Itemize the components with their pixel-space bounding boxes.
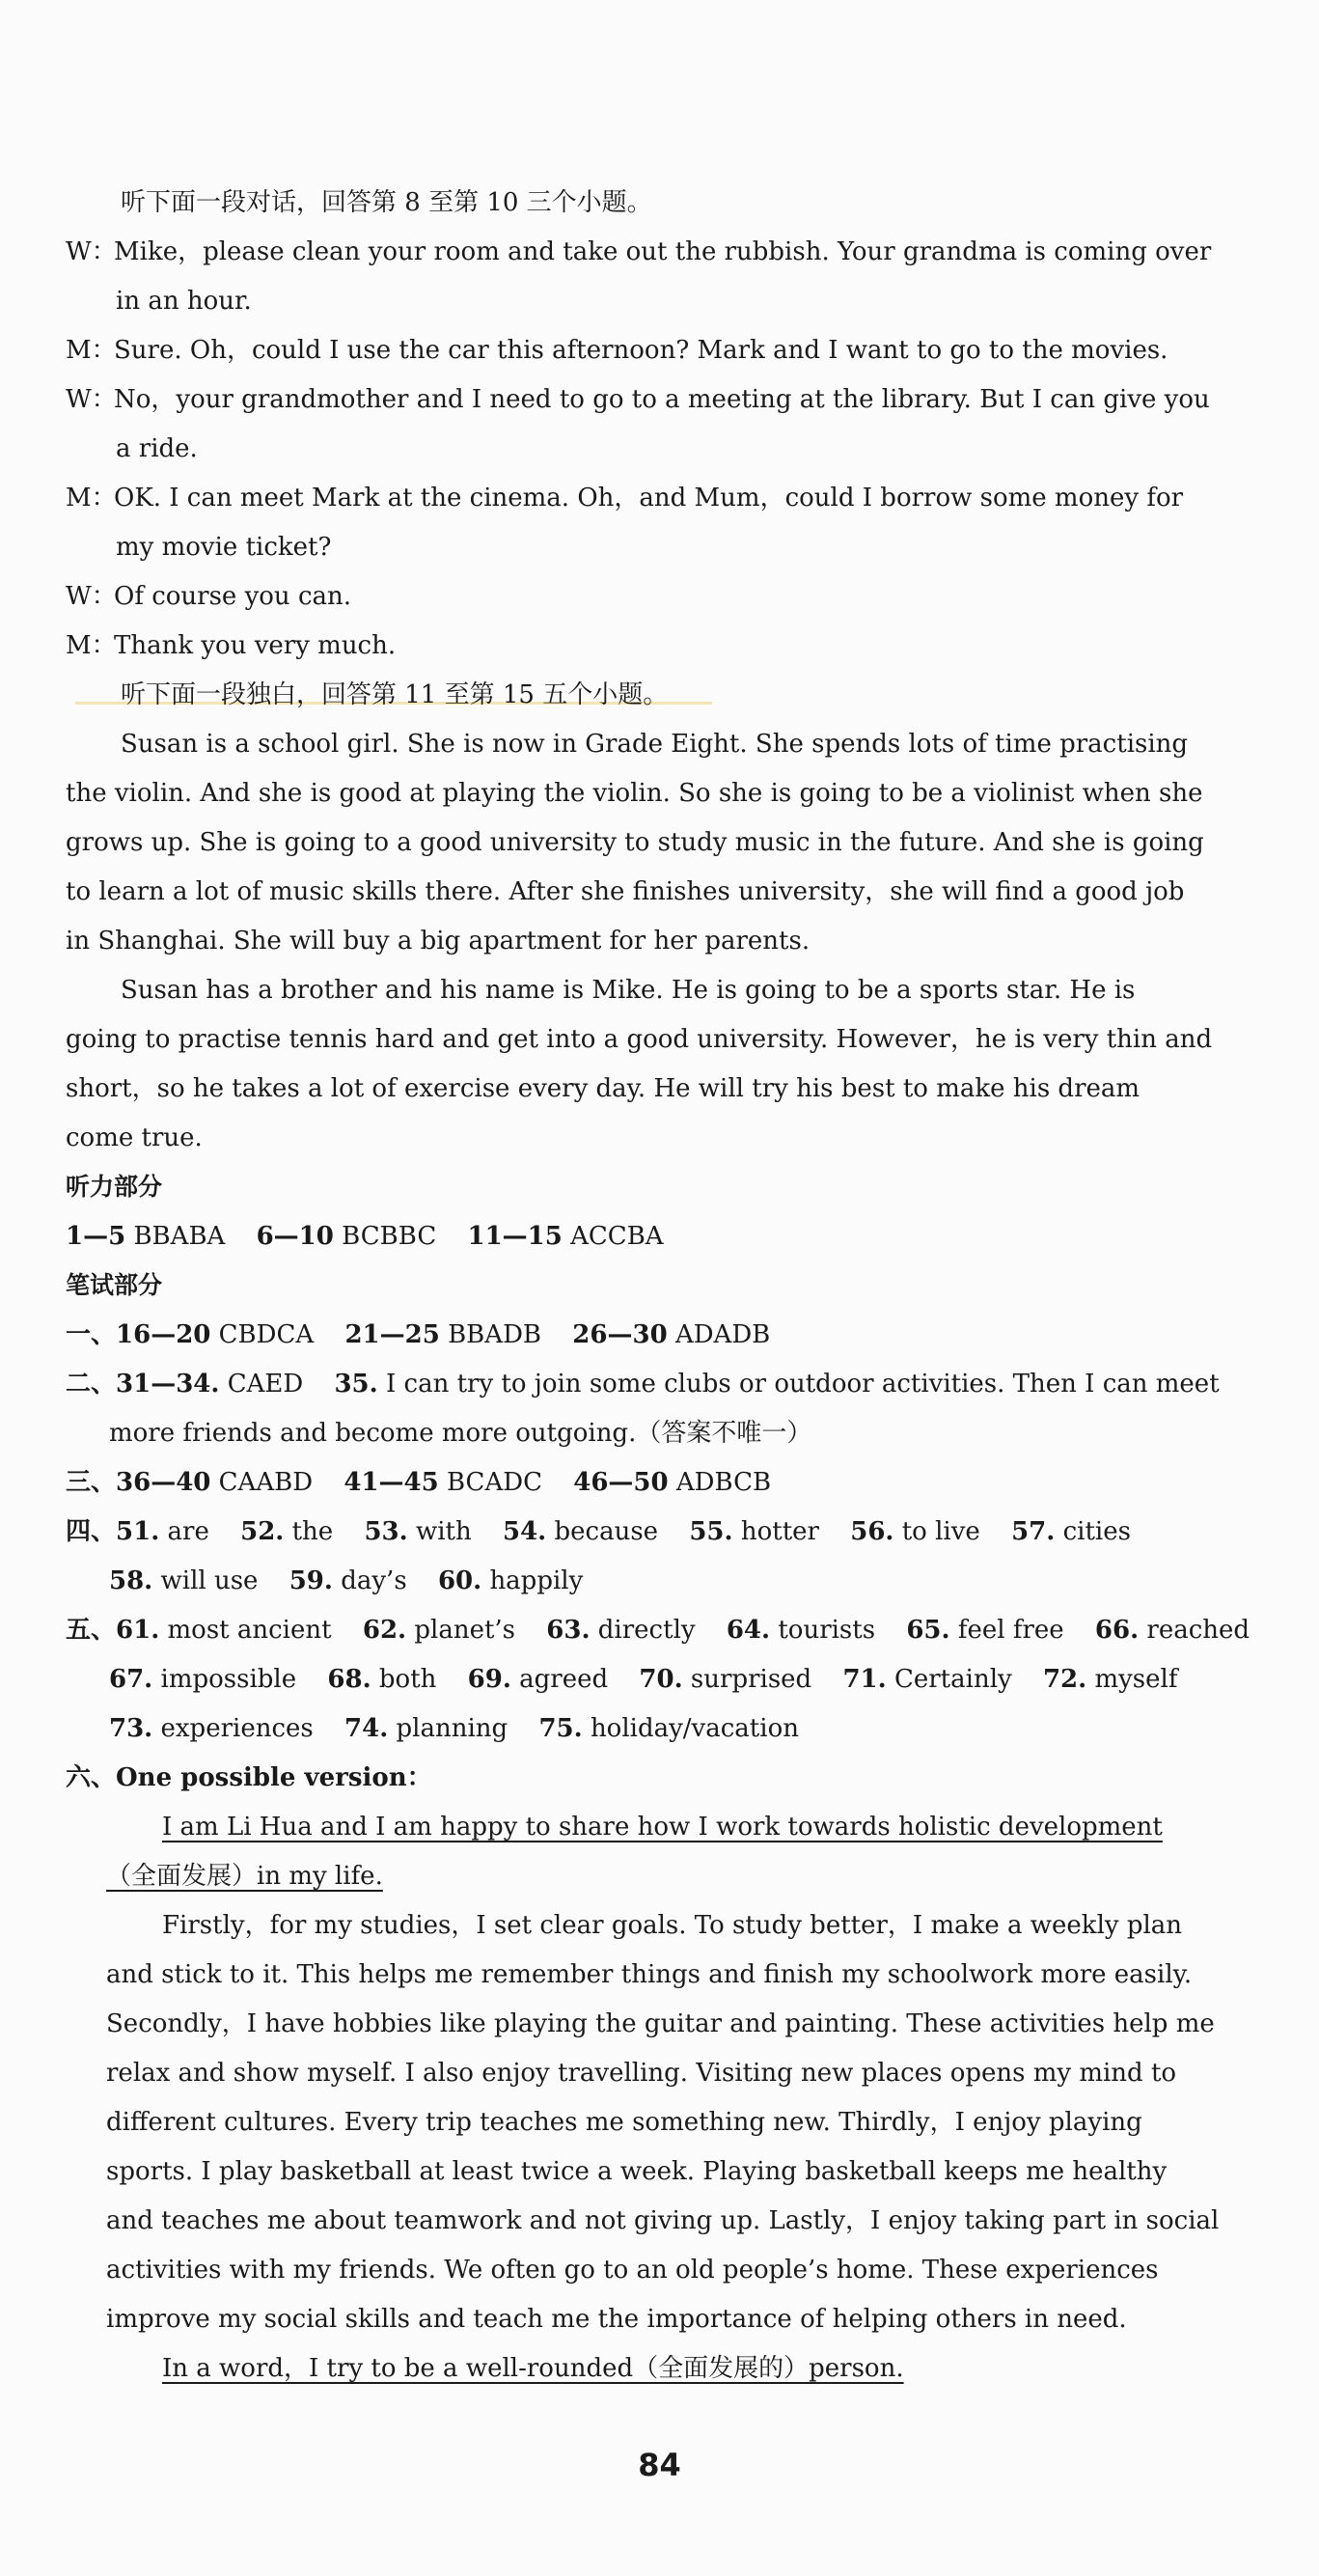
answer: with [415,1517,472,1546]
range: 11—15 [467,1222,563,1251]
range: 46—50 [573,1468,669,1497]
monologue-line: short，so he takes a lot of exercise every day. He will try his best to make his dream [66,1074,1140,1103]
essay-line: improve my social skills and teach me the importance of helping others in need. [106,2305,1127,2334]
answer: hotter [740,1517,819,1546]
dialogue-line [66,334,1168,367]
range: 21—25 [344,1320,440,1349]
answer: Certainly [893,1665,1012,1694]
question-number: 63. [546,1616,591,1645]
question-number: 75. [538,1714,583,1743]
speaker-label: M： [66,484,117,512]
monologue-line: Susan is a school girl. She is now in Grade Eight. She spends lots of time practising [121,730,1189,759]
essay-intro-cont: （全面发展）in my life. [106,1862,383,1891]
question-number: 68. [327,1665,371,1694]
dialogue-cont: my movie ticket? [116,533,332,562]
section-1-answers [66,1318,770,1351]
question-number: 62. [362,1616,407,1645]
answer: myself [1094,1665,1178,1694]
question-number: 51. [116,1517,160,1546]
question-number: 55. [689,1517,733,1546]
answer: planet’s [414,1616,516,1645]
answer: BBABA [133,1222,226,1251]
dialogue-line [66,383,1210,416]
answer: BCADC [446,1468,542,1497]
dialogue-text: No，your grandmother and I need to go to a meeting at the library. But I can give you [114,385,1210,414]
monologue-line: in Shanghai. She will buy a big apartment for her parents. [66,927,811,956]
monologue-line: going to practise tennis hard and get into a good university. However，he is very thin and [66,1025,1213,1054]
essay-intro: I am Li Hua and I am happy to share how I work towards holistic development [162,1813,1163,1842]
answer: tourists [778,1616,876,1645]
answer: day’s [341,1566,407,1595]
dialogue-cont: a ride. [116,434,198,463]
answer: experiences [160,1714,314,1743]
speaker-label: W： [66,385,117,414]
answer: are [167,1517,209,1546]
speaker-label: W： [66,237,117,266]
question-number: 67. [109,1665,153,1694]
essay-line: Secondly，I have hobbies like playing the guitar and painting. These activities help me [106,2009,1215,2038]
question-number: 59. [289,1566,333,1595]
question-number: 74. [344,1714,389,1743]
range: 6—10 [256,1222,334,1251]
question-number: 35. [334,1370,378,1399]
dialogue-line [66,235,1211,268]
monologue-line: Susan has a brother and his name is Mike. He is going to be a sports star. He is [121,976,1136,1005]
essay-line: and teaches me about teamwork and not giving up. Lastly，I enjoy taking part in social [106,2206,1220,2235]
speaker-label: W： [66,582,117,611]
section-5-answers-row3 [109,1712,799,1745]
monologue-line: grows up. She is going to a good university to study music in the future. And she is going [66,828,1204,857]
answer: ADADB [674,1320,771,1349]
question-number: 61. [116,1616,160,1645]
writing-heading: 笔试部分 [66,1271,163,1299]
question-number: 56. [850,1517,894,1546]
essay-line: relax and show myself. I also enjoy travelling. Visiting new places opens my mind to [106,2059,1177,2088]
answer: I can try to join some clubs or outdoor activities. Then I can meet [385,1370,1220,1399]
speaker-label: M： [66,631,117,660]
monologue-line: to learn a lot of music skills there. After she finishes university，she will find a good job [66,877,1185,906]
section-label: 四、 [66,1517,117,1546]
answer: cities [1062,1517,1131,1546]
answer: the [291,1517,334,1546]
question-number: 57. [1011,1517,1056,1546]
answer: ACCBA [570,1222,664,1251]
listening-answers [66,1220,664,1253]
answer: agreed [519,1665,609,1694]
essay-conclusion: In a word，I try to be a well-rounded（全面发展的）person. [162,2354,904,2383]
question-number: 66. [1094,1616,1140,1645]
section-2-answers [66,1368,1220,1400]
section-label: 二、 [66,1370,117,1399]
answer: directly [597,1616,696,1645]
answer: holiday/vacation [590,1714,799,1743]
range: 31—34. [116,1370,220,1399]
answer: most ancient [167,1616,332,1645]
speaker-label: M： [66,336,117,365]
question-number: 70. [639,1665,683,1694]
dialogue-line [66,629,396,662]
essay-line: Firstly，for my studies，I set clear goals. To study better，I make a weekly plan [162,1911,1183,1940]
question-number: 73. [109,1714,153,1743]
question-number: 72. [1042,1665,1087,1694]
question-number: 60. [437,1566,482,1595]
range: 41—45 [343,1468,439,1497]
listening-heading: 听力部分 [66,1173,163,1201]
answer: reached [1146,1616,1250,1645]
essay-line: and stick to it. This helps me remember things and finish my schoolwork more easily. [106,1960,1193,1989]
answer: both [378,1665,437,1694]
answer: BBADB [448,1320,542,1349]
section-4-answers [66,1515,1131,1548]
dialogue-line [66,580,351,613]
essay-line: activities with my friends. We often go to an old people’s home. These experiences [106,2256,1159,2285]
answer: to live [901,1517,980,1546]
section-label: 一、 [66,1320,117,1349]
section-4-answers-row2 [109,1565,583,1597]
answer: CBDCA [218,1320,315,1349]
monologue-line: come true. [66,1123,203,1152]
section-3-answers [66,1466,771,1499]
section-label: 六、 [66,1763,117,1792]
section-label: 五、 [66,1616,117,1645]
answer: CAED [227,1370,304,1399]
answer: planning [396,1714,508,1743]
monologue-intro: 听下面一段独白，回答第 11 至第 15 五个小题。 [121,680,669,709]
section-5-answers-row2 [109,1663,1177,1696]
dialogue-text: Of course you can. [114,582,352,611]
range: 1—5 [66,1222,126,1251]
answer: because [554,1517,659,1546]
dialogue-text: OK. I can meet Mark at the cinema. Oh，and Mum，could I borrow some money for [114,484,1184,512]
dialogue-text: Sure. Oh，could I use the car this afternoon? Mark and I want to go to the movies. [114,336,1168,365]
section-title: One possible version： [116,1763,432,1792]
section-5-answers [66,1614,1250,1647]
answer: happily [489,1566,584,1595]
section-6-heading [66,1761,432,1794]
page-number: 84 [638,2447,681,2483]
dialogue-text: Mike，please clean your room and take out the rubbish. Your grandma is coming over [114,237,1212,266]
dialogue-cont: in an hour. [116,287,252,316]
question-number: 52. [240,1517,285,1546]
answer: ADBCB [675,1468,772,1497]
question-number: 58. [109,1566,153,1595]
question-number: 65. [906,1616,950,1645]
question-number: 69. [467,1665,511,1694]
dialogue-line [66,482,1183,514]
answer: impossible [160,1665,297,1694]
question-number: 71. [842,1665,887,1694]
question-number: 64. [726,1616,771,1645]
section-label: 三、 [66,1468,117,1497]
answer: will use [160,1566,259,1595]
section-2-cont: more friends and become more outgoing.（答案不唯一） [109,1419,812,1448]
answer: surprised [690,1665,812,1694]
dialogue-intro: 听下面一段对话，回答第 8 至第 10 三个小题。 [121,188,652,217]
essay-line: sports. I play basketball at least twice a week. Playing basketball keeps me healthy [106,2157,1168,2186]
question-number: 54. [503,1517,547,1546]
range: 26—30 [572,1320,668,1349]
question-number: 53. [364,1517,408,1546]
answer: BCBBC [342,1222,437,1251]
monologue-line: the violin. And she is good at playing the violin. So she is going to be a violinist when she [66,779,1203,808]
answer: feel free [957,1616,1064,1645]
range: 16—20 [116,1320,211,1349]
range: 36—40 [116,1468,211,1497]
dialogue-text: Thank you very much. [114,631,397,660]
essay-line: different cultures. Every trip teaches me something new. Thirdly，I enjoy playing [106,2108,1142,2137]
answer: CAABD [218,1468,314,1497]
